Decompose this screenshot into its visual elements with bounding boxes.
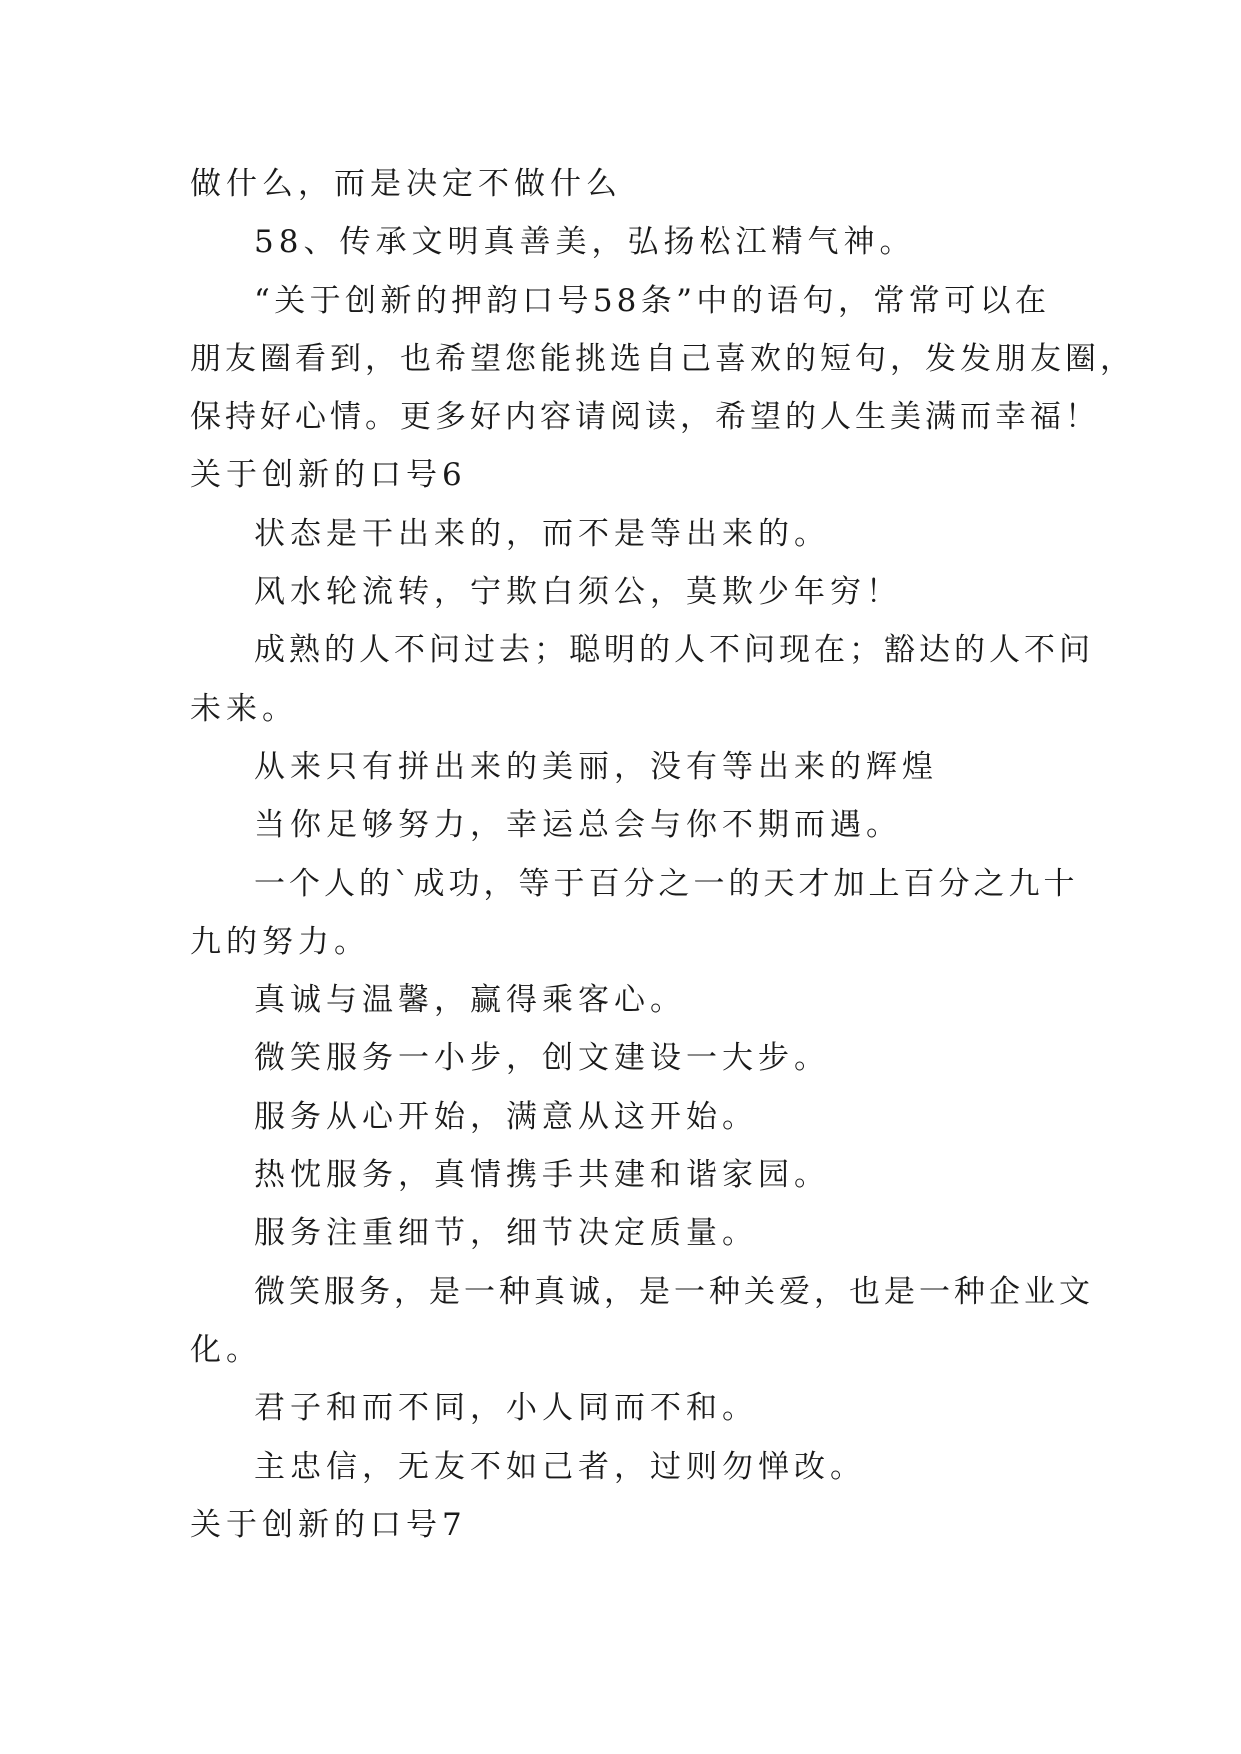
- text-line: 一个人的`成功，等于百分之一的天才加上百分之九十: [254, 865, 1079, 902]
- text-line: 做什么，而是决定不做什么: [190, 166, 622, 202]
- section-heading: 关于创新的口号6: [190, 457, 467, 494]
- text-line: 微笑服务一小步，创文建设一大步。: [254, 1040, 830, 1077]
- text-line: 君子和而不同，小人同而不和。: [254, 1390, 758, 1427]
- text-line: 热忱服务，真情携手共建和谐家园。: [254, 1157, 830, 1194]
- text-line: 当你足够努力，幸运总会与你不期而遇。: [254, 807, 902, 844]
- text-line: 未来。: [190, 690, 298, 727]
- text-line: 九的努力。: [190, 923, 370, 960]
- section-heading: 关于创新的口号7: [190, 1506, 467, 1543]
- text-line: “关于创新的押韵口号58条”中的语句，常常可以在: [254, 282, 1050, 319]
- text-line: 风水轮流转，宁欺白须公，莫欺少年穷！: [254, 574, 902, 611]
- text-line: 朋友圈看到，也希望您能挑选自己喜欢的短句，发发朋友圈，: [190, 340, 1135, 377]
- text-line: 保持好心情。更多好内容请阅读，希望的人生美满而幸福！: [190, 399, 1100, 436]
- text-line: 真诚与温馨，赢得乘客心。: [254, 982, 686, 1019]
- text-line: 成熟的人不问过去；聪明的人不问现在；豁达的人不问: [254, 632, 1094, 669]
- text-line: 微笑服务，是一种真诚，是一种关爱，也是一种企业文: [254, 1273, 1094, 1310]
- text-line: 从来只有拼出来的美丽，没有等出来的辉煌: [254, 748, 938, 785]
- document-body: [190, 155, 1135, 1554]
- text-line: 58、传承文明真善美，弘扬松江精气神。: [254, 224, 916, 261]
- text-line: 化。: [190, 1331, 262, 1368]
- text-line: 服务从心开始，满意从这开始。: [254, 1098, 758, 1135]
- text-line: 状态是干出来的，而不是等出来的。: [254, 515, 830, 552]
- text-line: 服务注重细节，细节决定质量。: [254, 1215, 758, 1252]
- text-line: 主忠信，无友不如己者，过则勿惮改。: [254, 1448, 866, 1485]
